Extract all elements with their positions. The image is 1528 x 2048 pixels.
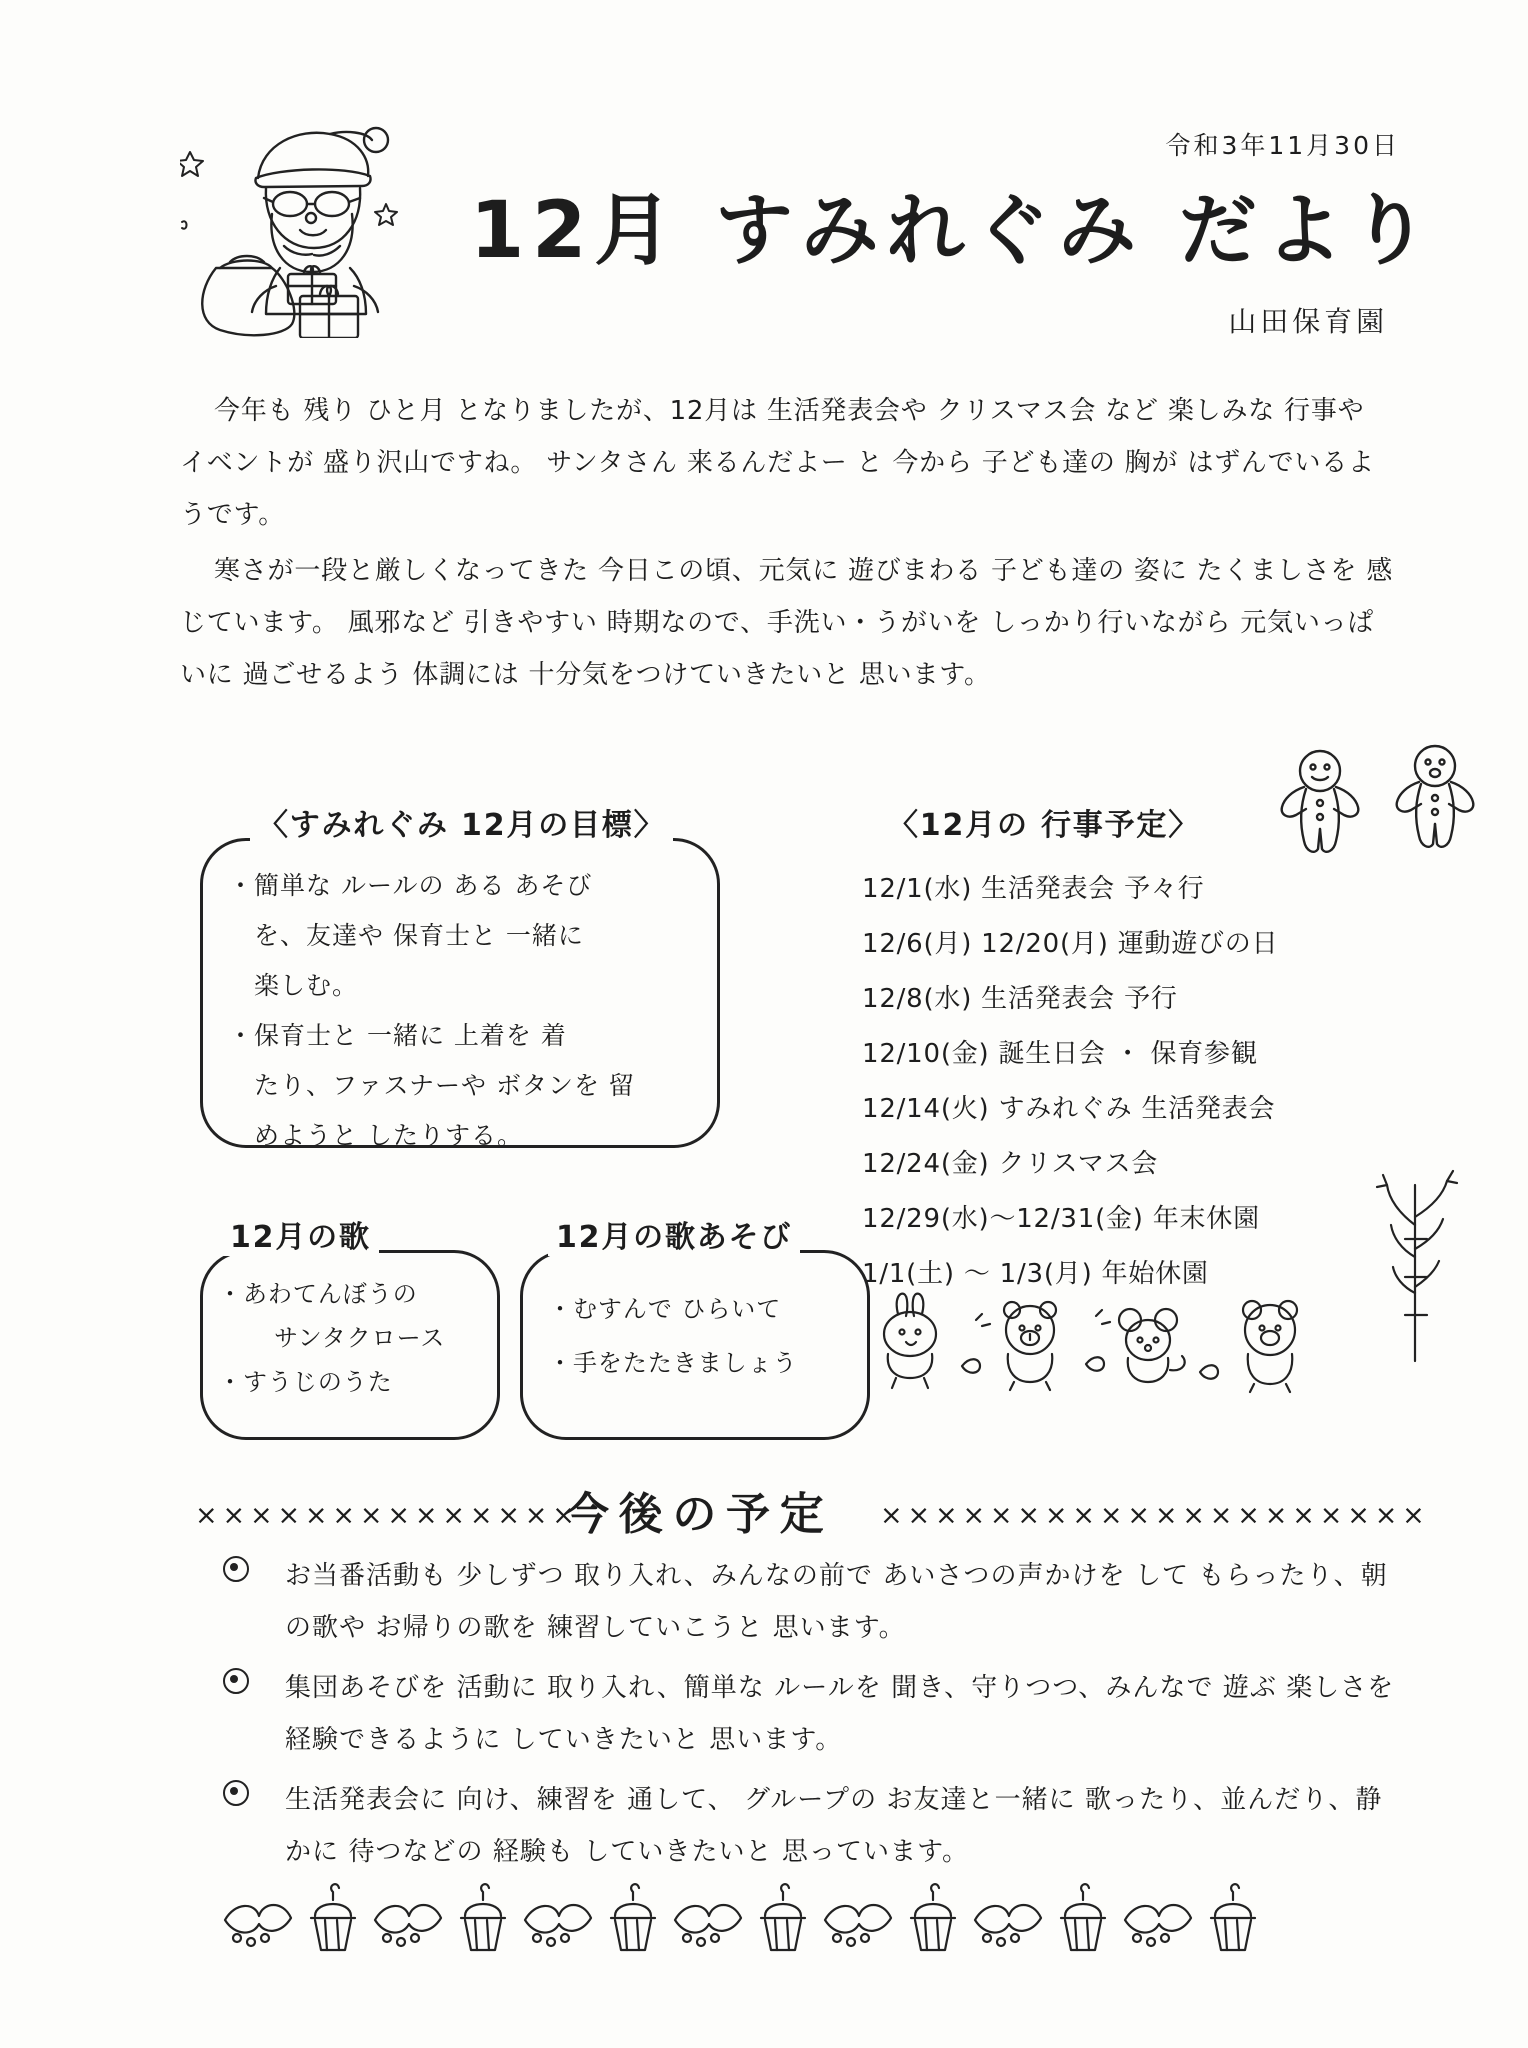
list-item: めようと したりする。 bbox=[228, 1121, 523, 1150]
song-game-list bbox=[548, 1282, 878, 1390]
future-plans-title: 今後の予定 bbox=[565, 1489, 834, 1540]
list-item: を、友達や 保育士と 一緒に bbox=[228, 921, 584, 950]
list-item: ・保育士と 一緒に 上着を 着 bbox=[228, 1021, 567, 1050]
decoration-line-right: ×××××××××××××××××××× bbox=[880, 1500, 1430, 1531]
bullet-icon bbox=[223, 1780, 249, 1806]
animal-parade-icon bbox=[860, 1280, 1340, 1414]
intro-section bbox=[180, 385, 1400, 705]
issue-date: 令和3年11月30日 bbox=[1165, 131, 1400, 160]
list-item-text: 生活発表会に 向け、練習を 通して、 グループの お友達と一緒に 歌ったり、並んだり、静かに 待つなどの 経験も していきたいと 思っています。 bbox=[285, 1785, 1383, 1867]
monthly-goals-list bbox=[228, 862, 708, 1162]
future-plans-list bbox=[215, 1550, 1395, 1886]
event-schedule-title: 〈12月の 行事予定〉 bbox=[880, 800, 1208, 844]
list-item bbox=[215, 1662, 1395, 1766]
list-item: 12/8(水) 生活発表会 予行 bbox=[862, 984, 1178, 1014]
list-item: 12/1(水) 生活発表会 予々行 bbox=[862, 874, 1205, 904]
list-item: 12/14(火) すみれぐみ 生活発表会 bbox=[862, 1094, 1276, 1124]
list-item: 12/29(水)〜12/31(金) 年末休園 bbox=[862, 1204, 1260, 1234]
bamboo-plant-icon bbox=[1365, 1165, 1475, 1369]
list-item-text: 集団あそびを 活動に 取り入れ、簡単な ルールを 聞き、守りつつ、みんなで 遊ぶ 楽しさを 経験できるように していきたいと 思います。 bbox=[285, 1673, 1395, 1755]
holly-and-cupcake-border-icon bbox=[215, 1880, 1315, 1964]
list-item bbox=[215, 1550, 1395, 1654]
decoration-line-left: ×××××××××××××× bbox=[195, 1500, 580, 1531]
event-schedule-list bbox=[862, 862, 1422, 1302]
gingerbread-man-icon bbox=[1385, 740, 1485, 864]
monthly-song-title: 12月の歌 bbox=[222, 1212, 379, 1256]
intro-paragraph-1: 今年も 残り ひと月 となりましたが、12月は 生活発表会や クリスマス会 など 楽しみな 行事や イベントが 盛り沢山ですね。 サンタさん 来るんだよー と 今から 子ども達の 胸が はずんでいるようです。 bbox=[180, 396, 1375, 530]
list-item: ・簡単な ルールの ある あそび bbox=[228, 871, 593, 900]
monthly-song-list bbox=[218, 1272, 508, 1404]
song-game-title: 12月の歌あそび bbox=[548, 1212, 800, 1256]
list-item: 12/10(金) 誕生日会 ・ 保育参観 bbox=[862, 1039, 1258, 1069]
list-item-text: お当番活動も 少しずつ 取り入れ、みんなの前で あいさつの声かけを して もらったり、朝の歌や お帰りの歌を 練習していこうと 思います。 bbox=[285, 1561, 1388, 1643]
list-item: たり、ファスナーや ボタンを 留 bbox=[228, 1071, 635, 1100]
santa-with-sack-icon bbox=[180, 118, 450, 338]
list-item: 楽しむ。 bbox=[228, 971, 359, 1000]
intro-paragraph-2: 寒さが一段と厳しくなってきた 今日この頃、元気に 遊びまわる 子ども達の 姿に たくましさを 感じています。 風邪など 引きやすい 時期なので、手洗い・うがいを しっかり行いながら 元気いっぱいに 過ごせるよう 体調には 十分気をつけていきたいと 思います。 bbox=[180, 556, 1394, 690]
list-item: 12/24(金) クリスマス会 bbox=[862, 1149, 1159, 1179]
organization-name: 山田保育園 bbox=[1228, 305, 1388, 338]
list-item: 1/1(土) 〜 1/3(月) 年始休園 bbox=[862, 1259, 1209, 1289]
list-item: ・手をたたきましょう bbox=[548, 1349, 798, 1377]
list-item bbox=[215, 1774, 1395, 1878]
list-item: ・あわてんぼうの bbox=[218, 1280, 418, 1308]
list-item: サンタクロース bbox=[274, 1324, 446, 1352]
list-item: ・むすんで ひらいて bbox=[548, 1295, 782, 1323]
bullet-icon bbox=[223, 1556, 249, 1582]
page-title: 12月 すみれぐみ だより bbox=[470, 186, 1437, 276]
list-item: 12/6(月) 12/20(月) 運動遊びの日 bbox=[862, 929, 1279, 959]
monthly-goals-title: 〈すみれぐみ 12月の目標〉 bbox=[250, 800, 673, 844]
list-item: ・すうじのうた bbox=[218, 1368, 393, 1396]
bullet-icon bbox=[223, 1668, 249, 1694]
gingerbread-man-icon bbox=[1270, 745, 1370, 869]
